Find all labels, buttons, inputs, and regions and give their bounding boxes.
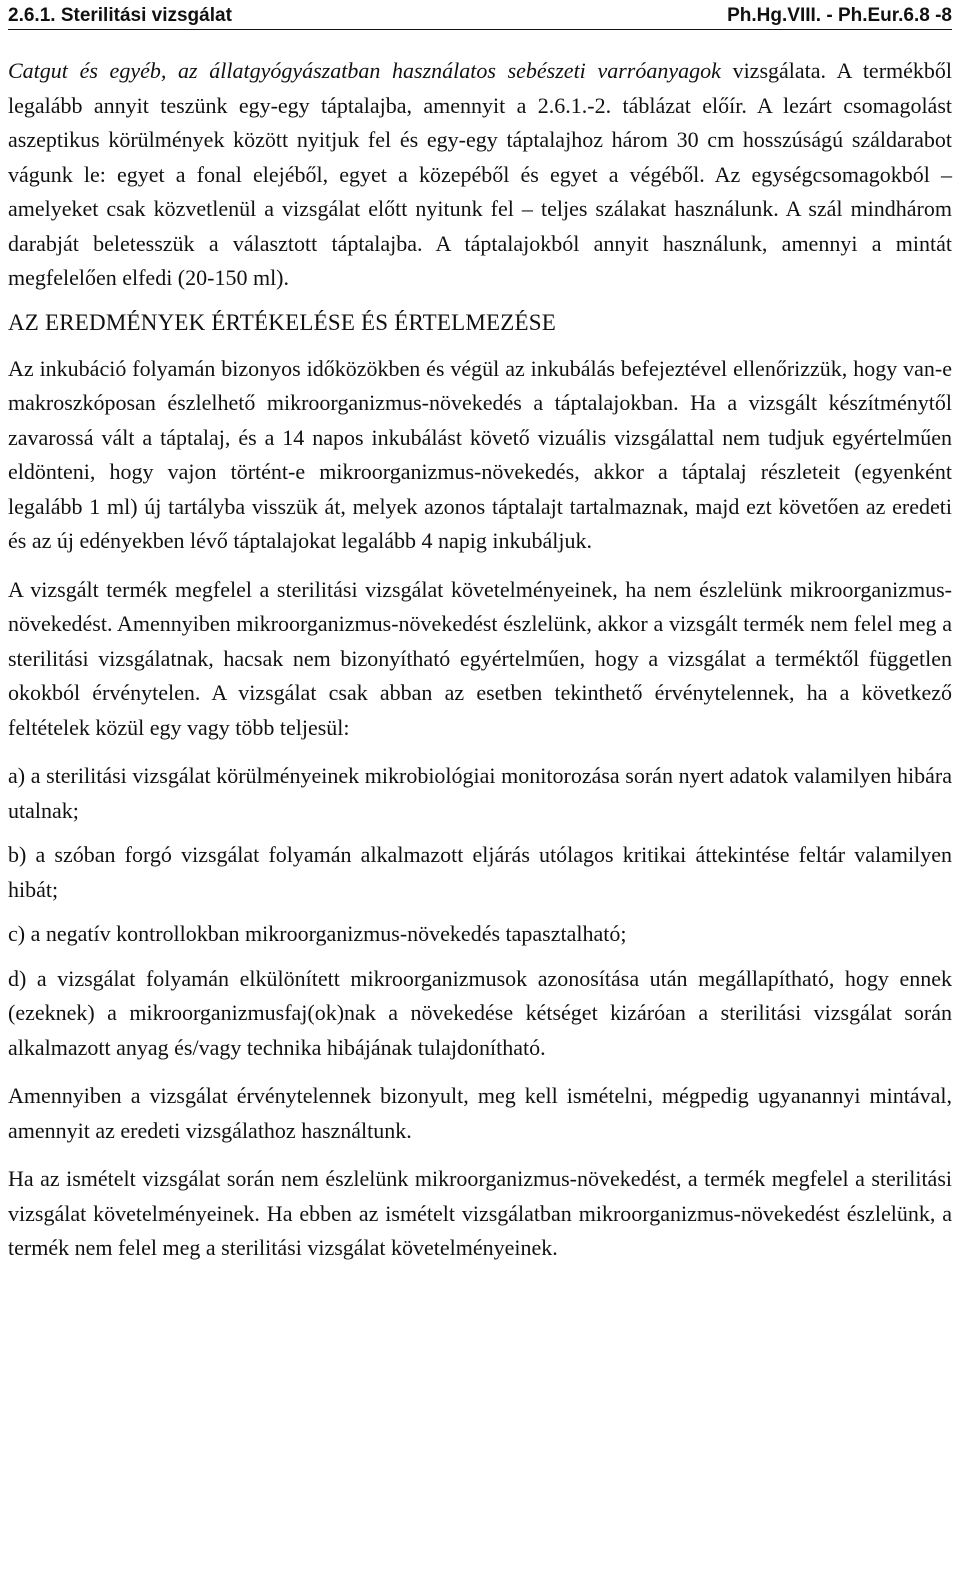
list-item-c: c) a negatív kontrollokban mikroorganizmus-növekedés tapasztalható;	[8, 921, 627, 946]
paragraph-retest-result: Ha az ismételt vizsgálat során nem észlelünk mikroorganizmus-növekedést, a termék megfelel a sterilitási vizsgálat követelményeinek. Ha ebben az ismételt vizsgálatban mikroorganizmus-növekedést észlelünk, a termék nem felel meg a sterilitási vizsgálat követelményeinek.	[8, 1166, 952, 1260]
list-item-d: d) a vizsgálat folyamán elkülönített mikroorganizmusok azonosítása után megállapítható, hogy ennek (ezeknek) a mikroorganizmusfaj(ok)nak a növekedése kétséget kizáróan a sterilitási vizsgálat során alkalmazott anyag és/vagy technika hibájának tulajdonítható.	[8, 965, 952, 1060]
paragraph-repeat: Amennyiben a vizsgálat érvénytelennek bizonyult, meg kell ismételni, mégpedig ugyanannyi mintával, amennyit az eredeti vizsgálathoz használtunk.	[8, 1083, 952, 1143]
section-heading: AZ EREDMÉNYEK ÉRTÉKELÉSE ÉS ÉRTELMEZÉSE	[8, 309, 557, 335]
list-item-b: b) a szóban forgó vizsgálat folyamán alkalmazott eljárás utólagos kritikai áttekintése feltár valamilyen hibát;	[8, 842, 952, 902]
header-pharmacopoeia-ref: Ph.Hg.VIII. - Ph.Eur.6.8 -8	[727, 5, 952, 26]
paragraph-incubation: Az inkubáció folyamán bizonyos időközökben és végül az inkubálás befejeztével ellenőrizzük, hogy van-e makroszkóposan észlelhető mikroorganizmus-növekedés a táptalajokban. Ha a vizsgált készítménytől zavarossá vált a táptalaj, és a 14 napos inkubálást követő vizuális vizsgálattal nem tudjuk egyértelműen eldönteni, hogy vajon történt-e mikroorganizmus-növekedés, akkor a táptalaj részleteit (egyenként legalább 1 ml) új tartályba visszük át, melyek azonos táptalajt tartalmaznak, majd ezt követően az eredeti és az új edényekben lévő táptalajokat legalább 4 napig inkubáljuk.	[8, 355, 952, 553]
intro-paragraph	[8, 54, 952, 296]
paragraph-compliance: A vizsgált termék megfelel a sterilitási vizsgálat követelményeinek, ha nem észlelünk mikroorganizmus-növekedést. Amennyiben mikroorganizmus-növekedést észlelünk, akkor a vizsgált termék nem felel meg a sterilitási vizsgálatnak, hacsak nem bizonyítható egyértelműen, hogy a vizsgálat a terméktől független okokból érvénytelen. A vizsgálat csak abban az esetben tekinthető érvénytelennek, ha a következő feltételek közül egy vagy több teljesül:	[8, 576, 952, 740]
header-divider	[8, 29, 952, 30]
list-item-a: a) a sterilitási vizsgálat körülményeinek mikrobiológiai monitorozása során nyert adatok valamilyen hibára utalnak;	[8, 763, 952, 823]
page-header	[8, 0, 952, 27]
header-section-title: 2.6.1. Sterilitási vizsgálat	[8, 5, 232, 26]
intro-text: vizsgálata. A termékből legalább annyit teszünk egy-egy táptalajba, amennyit a 2.6.1.-2. táblázat előír. A lezárt csomagolást aszeptikus körülmények között nyitjuk fel és egy-egy táptalajhoz három 30 cm hosszúságú száldarabot vágunk le: egyet a fonal elejéből, egyet a közepéből és egyet a végéből. Az egységcsomagokból – amelyeket csak közvetlenül a vizsgálat előtt nyitunk fel – teljes szálakat használunk. A szál mindhárom darabját beletesszük a választott táptalajba. A táptalajokból annyit használunk, amennyi a mintát megfelelően elfedi (20-150 ml).	[8, 58, 953, 290]
intro-italic-lead: Catgut és egyéb, az állatgyógyászatban használatos sebészeti varróanyagok	[8, 58, 721, 83]
